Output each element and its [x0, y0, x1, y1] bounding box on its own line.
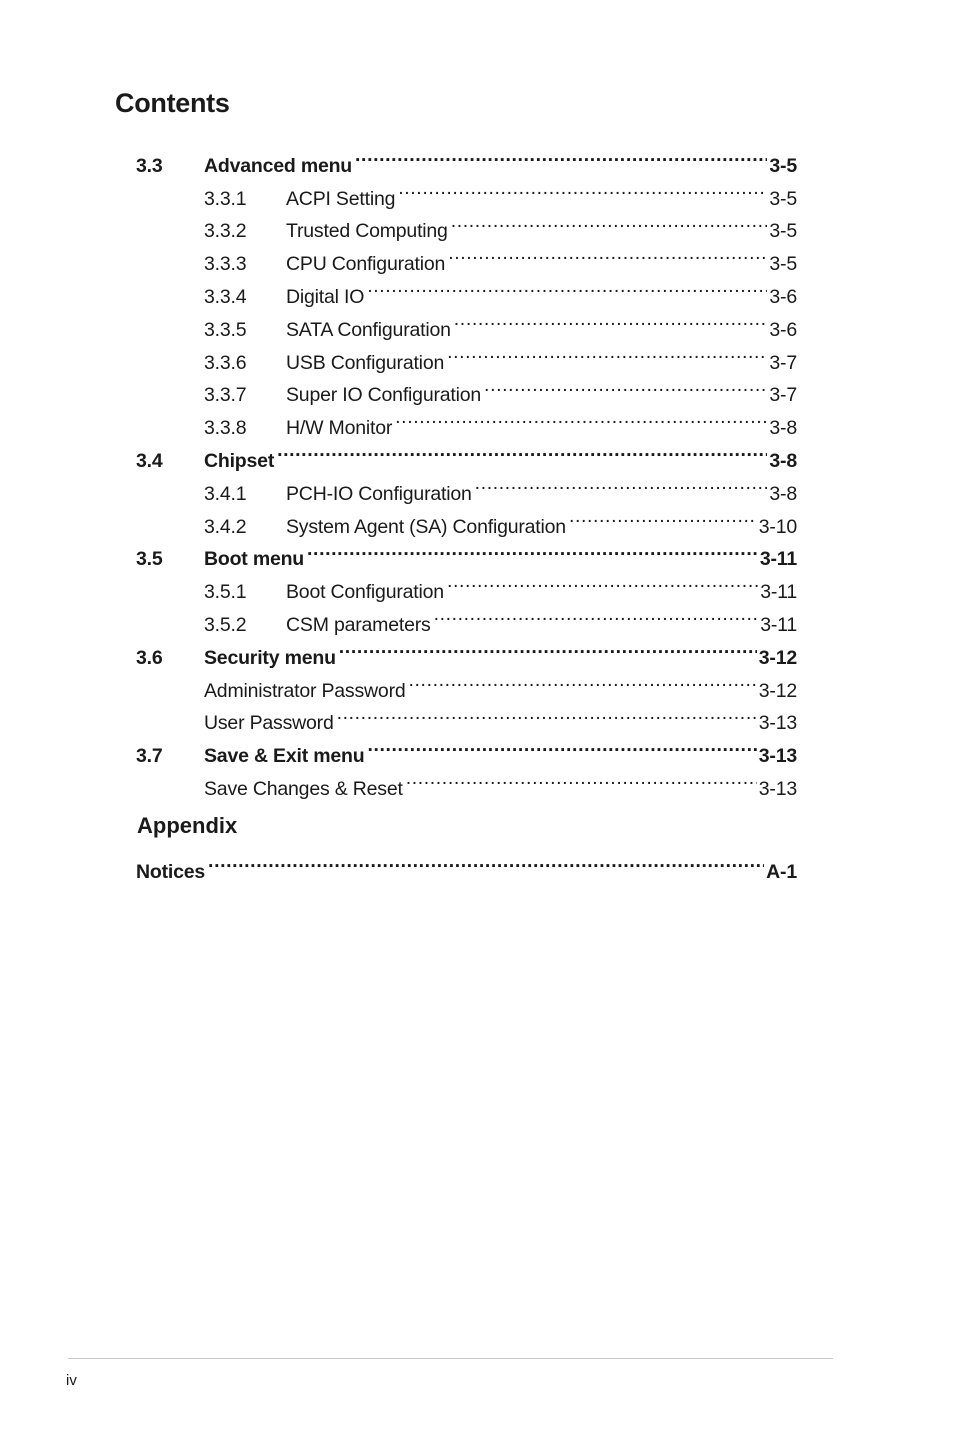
toc-entry-label: PCH-IO Configuration [286, 482, 472, 505]
dot-leader [475, 467, 768, 500]
toc-entry-label: Super IO Configuration [286, 384, 482, 407]
toc-entry-label: Boot menu [204, 548, 305, 571]
toc-entry-label: User Password [204, 712, 334, 735]
dot-leader [395, 401, 767, 434]
toc-entry-page: 3-11 [759, 548, 797, 571]
toc-entry-page: 3-7 [769, 384, 797, 407]
toc-entry-number: 3.3.4 [204, 285, 247, 308]
toc-entry-label: Advanced menu [204, 154, 353, 177]
toc-entry-number: 3.7 [136, 745, 163, 768]
toc-entry-page: 3-5 [769, 154, 797, 177]
toc-entry-page: 3-7 [769, 351, 797, 374]
dot-leader [406, 762, 757, 795]
toc-entry-number: 3.3.3 [204, 253, 247, 276]
toc-entry-label: Security menu [204, 646, 336, 669]
toc-entry-page: 3-10 [758, 515, 797, 538]
dot-leader [447, 336, 767, 369]
dot-leader [367, 729, 756, 762]
toc-entry-number: 3.4.1 [204, 482, 247, 505]
toc-entry-page: 3-5 [769, 220, 797, 243]
dot-leader [448, 237, 767, 270]
toc-entry-page: A-1 [766, 860, 797, 883]
toc-entry-label: USB Configuration [286, 351, 445, 374]
toc-entry-number: 3.3 [136, 154, 163, 177]
toc-entry-page: 3-8 [769, 482, 797, 505]
dot-leader [409, 664, 757, 697]
toc-entry-label: Chipset [204, 449, 275, 472]
toc-entry-page: 3-6 [769, 285, 797, 308]
dot-leader [355, 139, 767, 172]
toc-entry-label: Digital IO [286, 285, 365, 308]
dot-leader [454, 303, 768, 336]
footer-rule [68, 1358, 833, 1359]
toc-entry[interactable] [136, 845, 797, 883]
dot-leader [337, 697, 757, 730]
toc-entry-number: 3.5.2 [204, 613, 247, 636]
appendix-title: Appendix [137, 813, 238, 838]
toc-entry-number: 3.3.1 [204, 187, 247, 210]
dot-leader [434, 598, 759, 631]
toc-entry-page: 3-13 [758, 712, 797, 735]
dot-leader [208, 845, 764, 878]
appendix-contents [136, 845, 797, 883]
page-title: Contents [115, 88, 230, 118]
toc-entry-page: 3-8 [769, 417, 797, 440]
toc-entry-number: 3.4 [136, 449, 163, 472]
toc-entry-label: H/W Monitor [286, 417, 393, 440]
toc-entry-page: 3-12 [758, 646, 797, 669]
dot-leader [367, 270, 767, 303]
dot-leader [451, 205, 768, 238]
toc-entry-number: 3.5 [136, 548, 163, 571]
footer-page-number: iv [66, 1372, 77, 1389]
toc-entry-number: 3.3.2 [204, 220, 247, 243]
toc-entry-number: 3.3.7 [204, 384, 247, 407]
toc-entry-label: System Agent (SA) Configuration [286, 515, 566, 538]
toc-entry-label: Notices [136, 860, 206, 883]
toc-entry-page: 3-5 [769, 253, 797, 276]
toc-entry-label: CPU Configuration [286, 253, 446, 276]
toc-entry-number: 3.5.1 [204, 581, 247, 604]
toc-entry-label: SATA Configuration [286, 318, 451, 341]
toc-entry-page: 3-11 [760, 581, 797, 604]
dot-leader [484, 369, 767, 402]
toc-entry-page: 3-12 [758, 679, 797, 702]
toc-entry-page: 3-6 [769, 318, 797, 341]
table-of-contents [136, 139, 797, 800]
toc-entry-label: Boot Configuration [286, 581, 444, 604]
toc-entry-page: 3-5 [769, 187, 797, 210]
dot-leader [307, 533, 758, 566]
toc-entry-page: 3-8 [769, 449, 797, 472]
dot-leader [277, 434, 767, 467]
toc-entry-label: Trusted Computing [286, 220, 448, 243]
toc-entry-page: 3-13 [758, 745, 797, 768]
toc-entry-number: 3.3.6 [204, 351, 247, 374]
dot-leader [569, 500, 757, 533]
toc-entry-label: Save Changes & Reset [204, 777, 403, 800]
dot-leader [339, 631, 757, 664]
toc-entry-number: 3.4.2 [204, 515, 247, 538]
toc-entry-number: 3.3.8 [204, 417, 247, 440]
dot-leader [398, 172, 767, 205]
toc-entry-label: ACPI Setting [286, 187, 396, 210]
toc-entry-label: CSM parameters [286, 613, 431, 636]
dot-leader [447, 565, 758, 598]
toc-entry-number: 3.6 [136, 646, 163, 669]
toc-entry-page: 3-13 [758, 777, 797, 800]
toc-entry-label: Administrator Password [204, 679, 406, 702]
toc-entry-label: Save & Exit menu [204, 745, 365, 768]
toc-entry-number: 3.3.5 [204, 318, 247, 341]
toc-entry[interactable] [136, 139, 797, 177]
toc-entry-page: 3-11 [760, 613, 797, 636]
